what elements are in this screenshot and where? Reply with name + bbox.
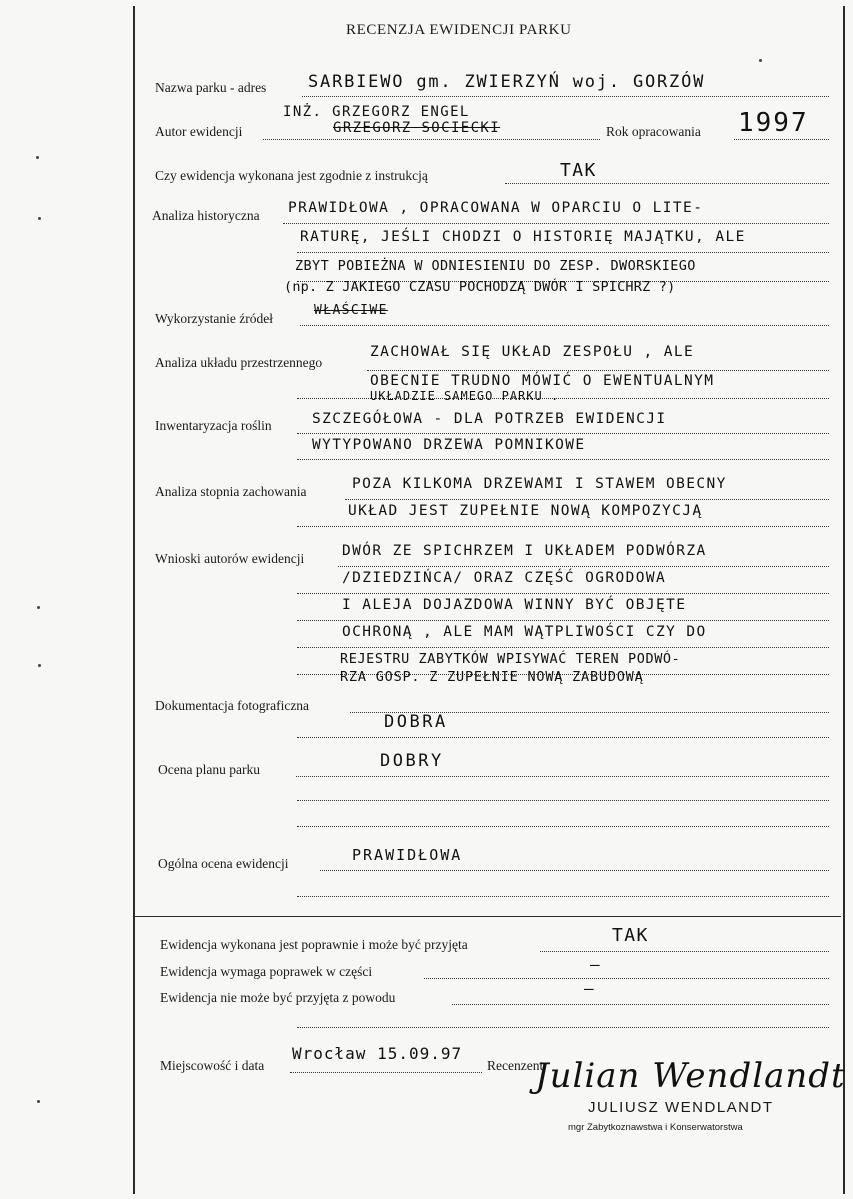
answer-historical-line: RATURĘ, JEŚLI CHODZI O HISTORIĘ MAJĄTKU, ALE [300, 229, 746, 245]
label-author: Autor ewidencji [155, 124, 243, 139]
dots-park-name [302, 96, 829, 97]
label-spatial: Analiza układu przestrzennego [155, 355, 323, 370]
dots-historical-1 [283, 223, 829, 224]
dots-instruction [505, 183, 829, 184]
stamp-title: mgr Zabytkoznawstwa i Konserwatorstwa [568, 1122, 743, 1133]
answer-preservation-line: POZA KILKOMA DRZEWAMI I STAWEM OBECNY [352, 476, 727, 492]
answer-conclusions-line: REJESTRU ZABYTKÓW WPISYWAĆ TEREN PODWÓ- [340, 651, 681, 667]
dots-historical-2 [297, 252, 829, 253]
dots-conclusions-4 [297, 647, 829, 648]
answer-spatial-line: ZACHOWAŁ SIĘ UKŁAD ZESPOŁU , ALE [370, 344, 695, 360]
answer-plan: DOBRY [380, 751, 444, 771]
answer-historical-line: PRAWIDŁOWA , OPRACOWANA W OPARCIU O LITE- [288, 200, 704, 216]
scan-speck [37, 606, 40, 609]
dots-year [734, 139, 829, 140]
scan-speck [38, 217, 41, 220]
label-preservation: Analiza stopnia zachowania [155, 484, 307, 499]
label-historical: Analiza historyczna [152, 208, 260, 223]
scan-speck [37, 1100, 40, 1103]
answer-correct: TAK [612, 925, 649, 946]
answer-historical-line: (np. Z JAKIEGO CZASU POCHODZĄ DWÓR I SPICHRZ ?) [284, 279, 676, 295]
answer-rejected: — [584, 979, 596, 998]
label-conclusions: Wnioski autorów ewidencji [155, 551, 305, 566]
dots-plants-2 [297, 459, 829, 460]
label-rejected: Ewidencja nie może być przyjęta z powodu [160, 990, 396, 1005]
scan-speck [36, 156, 39, 159]
form-title: RECENZJA EWIDENCJI PARKU [346, 22, 572, 38]
label-sources: Wykorzystanie źródeł [155, 311, 274, 326]
label-photo: Dokumentacja fotograficzna [155, 698, 310, 713]
reviewer-signature: Julian Wendlandt [535, 1056, 846, 1096]
answer-conclusions-line: OCHRONĄ , ALE MAM WĄTPLIWOŚCI CZY DO [342, 624, 707, 640]
label-plan: Ocena planu parku [158, 762, 260, 777]
answer-year: 1997 [738, 108, 809, 138]
label-year: Rok opracowania [606, 124, 701, 139]
dots-place-date [290, 1072, 482, 1073]
answer-overall: PRAWIDŁOWA [352, 846, 463, 864]
label-plants: Inwentaryzacja roślin [155, 418, 272, 433]
dots-conclusions-3 [297, 620, 829, 621]
stamp-name: JULIUSZ WENDLANDT [588, 1099, 774, 1116]
answer-author-line1: INŻ. GRZEGORZ ENGEL [283, 104, 470, 120]
dots-plan-3 [297, 826, 829, 827]
label-reviewer: Recenzent [487, 1058, 544, 1073]
answer-conclusions-line: RZA GOSP. Z ZUPEŁNIE NOWĄ ZABUDOWĄ [340, 669, 644, 685]
dots-sources [300, 325, 829, 326]
dots-preservation-2 [297, 526, 829, 527]
dots-spatial-1 [367, 370, 829, 371]
answer-sources: WŁAŚCIWE [314, 303, 388, 318]
answer-needs-fixes: — [590, 955, 602, 974]
dots-rejected-1 [452, 1004, 829, 1005]
answer-conclusions-line: DWÓR ZE SPICHRZEM I UKŁADEM PODWÓRZA [342, 543, 707, 559]
label-correct: Ewidencja wykonana jest poprawnie i może być przyjęta [160, 937, 468, 952]
dots-author [263, 139, 600, 140]
dots-conclusions-1 [338, 566, 829, 567]
label-instruction: Czy ewidencja wykonana jest zgodnie z instrukcją [155, 168, 428, 183]
answer-plants-line: SZCZEGÓŁOWA - DLA POTRZEB EWIDENCJI [312, 411, 667, 427]
answer-conclusions-line: /DZIEDZIŃCA/ ORAZ CZĘŚĆ OGRODOWA [342, 570, 667, 586]
answer-historical-line: ZBYT POBIEŻNA W ODNIESIENIU DO ZESP. DWORSKIEGO [295, 258, 696, 274]
dots-photo-2 [297, 737, 829, 738]
answer-photo: DOBRA [384, 712, 448, 732]
answer-conclusions-line: I ALEJA DOJAZDOWA WINNY BYĆ OBJĘTE [342, 597, 687, 613]
dots-overall-1 [320, 870, 829, 871]
section-divider [135, 916, 841, 917]
dots-preservation-1 [345, 499, 829, 500]
dots-overall-2 [297, 896, 829, 897]
label-needs-fixes: Ewidencja wymaga poprawek w części [160, 964, 373, 979]
label-place-date: Miejscowość i data [160, 1058, 265, 1073]
scan-speck [759, 59, 762, 62]
answer-spatial-line: OBECNIE TRUDNO MÓWIĆ O EWENTUALNYM [370, 373, 715, 389]
label-park-name: Nazwa parku - adres [155, 80, 267, 95]
dots-rejected-2 [297, 1027, 829, 1028]
answer-plants-line: WYTYPOWANO DRZEWA POMNIKOWE [312, 437, 586, 453]
answer-place-date: Wrocław 15.09.97 [292, 1044, 463, 1063]
dots-plan-1 [296, 776, 829, 777]
dots-plan-2 [297, 800, 829, 801]
answer-author-line2: GRZEGORZ SOCIECKI [333, 120, 501, 136]
label-overall: Ogólna ocena ewidencji [158, 856, 289, 871]
answer-instruction: TAK [560, 160, 597, 181]
answer-preservation-line: UKŁAD JEST ZUPEŁNIE NOWĄ KOMPOZYCJĄ [348, 503, 703, 519]
dots-correct [540, 951, 829, 952]
dots-conclusions-2 [297, 593, 829, 594]
dots-plants-1 [297, 433, 829, 434]
dots-needs-fixes [424, 978, 829, 979]
scan-speck [38, 664, 41, 667]
answer-spatial-line: UKŁADZIE SAMEGO PARKU . [370, 389, 560, 403]
answer-park-name: SARBIEWO gm. ZWIERZYŃ woj. GORZÓW [308, 72, 706, 92]
